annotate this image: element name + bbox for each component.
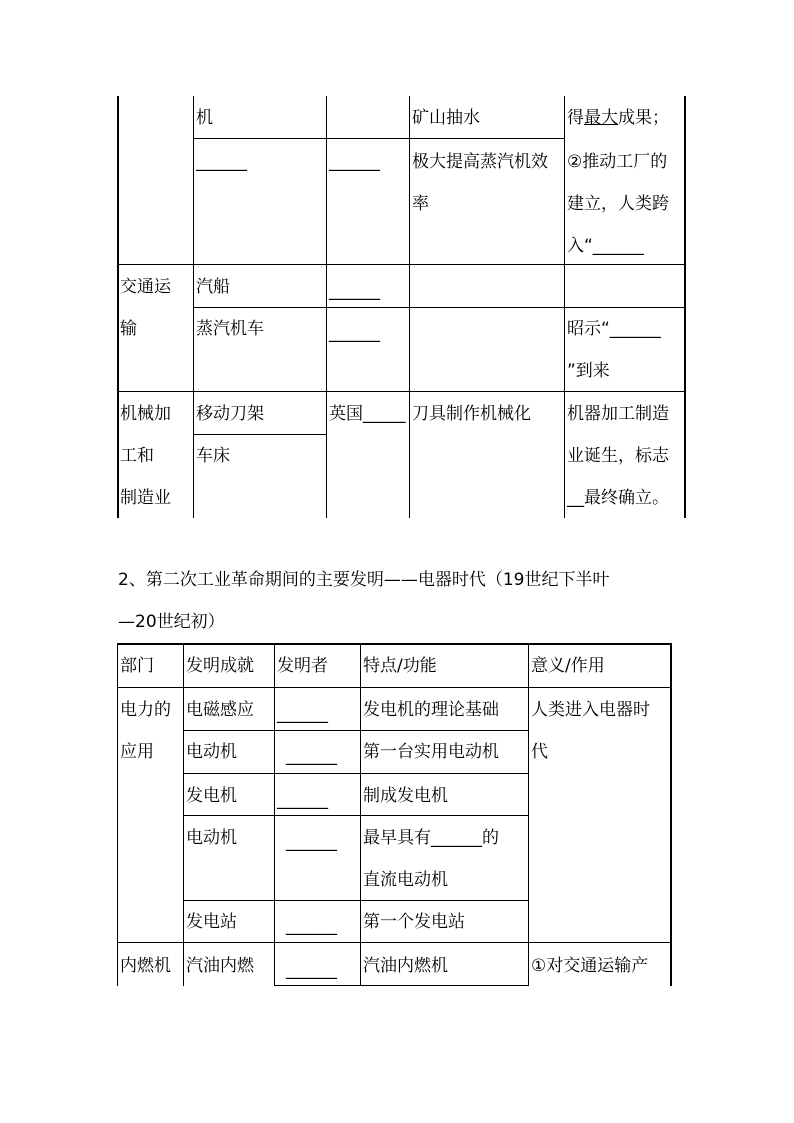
table2-hline	[183, 773, 529, 774]
feature-cell: 发电机的理论基础	[363, 700, 499, 720]
significance-cell: 人类进入电器时	[531, 700, 650, 720]
invention-cell: 机	[196, 108, 213, 128]
table2-hline	[117, 942, 671, 943]
department-cell: 制造业	[120, 488, 171, 508]
inventor-blank: ______	[286, 916, 337, 936]
invention-cell: 汽油内燃	[186, 956, 254, 976]
column-header: 发明者	[277, 656, 328, 676]
table1-hline	[117, 391, 685, 392]
table1-hline	[117, 264, 685, 265]
inventor-blank: ______	[286, 746, 337, 766]
invention-cell: 蒸汽机车	[196, 319, 264, 339]
feature-cell: 刀具制作机械化	[412, 404, 531, 424]
invention-blank: ______	[196, 152, 247, 172]
inventor-blank: ______	[277, 790, 328, 810]
table1-hline	[193, 138, 565, 139]
department-cell: 交通运	[120, 277, 171, 297]
significance-cell: ”到来	[567, 361, 610, 381]
column-header: 部门	[120, 656, 154, 676]
department-cell: 电力的	[120, 700, 171, 720]
column-header: 特点/功能	[363, 656, 437, 676]
department-cell: 应用	[120, 742, 154, 762]
invention-cell: 车床	[196, 446, 230, 466]
column-header: 发明成就	[186, 656, 254, 676]
section-heading-line-2: —20世纪初）	[118, 612, 225, 632]
significance-cell: 代	[531, 742, 548, 762]
table1-hline	[193, 307, 685, 308]
feature-cell: 汽油内燃机	[363, 956, 448, 976]
significance-cell: 得最大成果；	[567, 108, 669, 128]
significance-cell: 昭示“______	[567, 319, 661, 339]
department-cell: 机械加	[120, 404, 171, 424]
inventor-blank: ______	[277, 704, 328, 724]
inventor-blank: ______	[286, 832, 337, 852]
feature-cell: 率	[412, 194, 429, 214]
table1-border-left	[117, 96, 119, 518]
feature-cell: 最早具有______的	[363, 828, 499, 848]
inventor-blank: ______	[286, 960, 337, 980]
inventor-blank: ______	[329, 323, 380, 343]
invention-cell: 发电机	[186, 786, 237, 806]
feature-cell: 极大提高蒸汽机效	[412, 152, 548, 172]
table2-hline	[274, 985, 529, 986]
table2-border-top	[117, 643, 672, 645]
table2-hline	[183, 730, 529, 731]
feature-cell: 制成发电机	[363, 786, 448, 806]
significance-cell: 业诞生，标志	[567, 446, 669, 466]
table2-border-left	[117, 643, 118, 986]
table2-hline	[183, 815, 529, 816]
significance-cell: 入“______	[567, 236, 644, 256]
invention-cell: 电动机	[186, 828, 237, 848]
table1-hline	[193, 434, 327, 435]
feature-cell: 第一个发电站	[363, 912, 465, 932]
significance-cell: ①对交通运输产	[531, 956, 649, 976]
feature-cell: 矿山抽水	[412, 108, 480, 128]
invention-cell: 移动刀架	[196, 404, 264, 424]
invention-cell: 电动机	[186, 742, 237, 762]
significance-cell: 建立，人类跨	[567, 194, 669, 214]
inventor-blank: ______	[329, 152, 380, 172]
invention-cell: 电磁感应	[186, 700, 254, 720]
invention-cell: 发电站	[186, 912, 237, 932]
department-cell: 工和	[120, 446, 154, 466]
table2-hline	[183, 900, 529, 901]
department-cell: 输	[120, 319, 137, 339]
department-cell: 内燃机	[120, 956, 171, 976]
invention-cell: 汽船	[196, 277, 230, 297]
significance-cell: ②推动工厂的	[567, 152, 668, 172]
column-header: 意义/作用	[531, 656, 605, 676]
inventor-cell: 英国_____	[329, 404, 406, 424]
feature-cell: 第一台实用电动机	[363, 742, 499, 762]
feature-cell: 直流电动机	[363, 870, 448, 890]
inventor-blank: ______	[329, 281, 380, 301]
section-heading-line-1: 2、第二次工业革命期间的主要发明——电器时代（19世纪下半叶	[118, 570, 610, 590]
table2-hline	[117, 687, 671, 688]
significance-cell: 机器加工制造	[567, 404, 669, 424]
significance-cell: __最终确立。	[567, 488, 669, 508]
table2-border-right	[670, 643, 672, 986]
